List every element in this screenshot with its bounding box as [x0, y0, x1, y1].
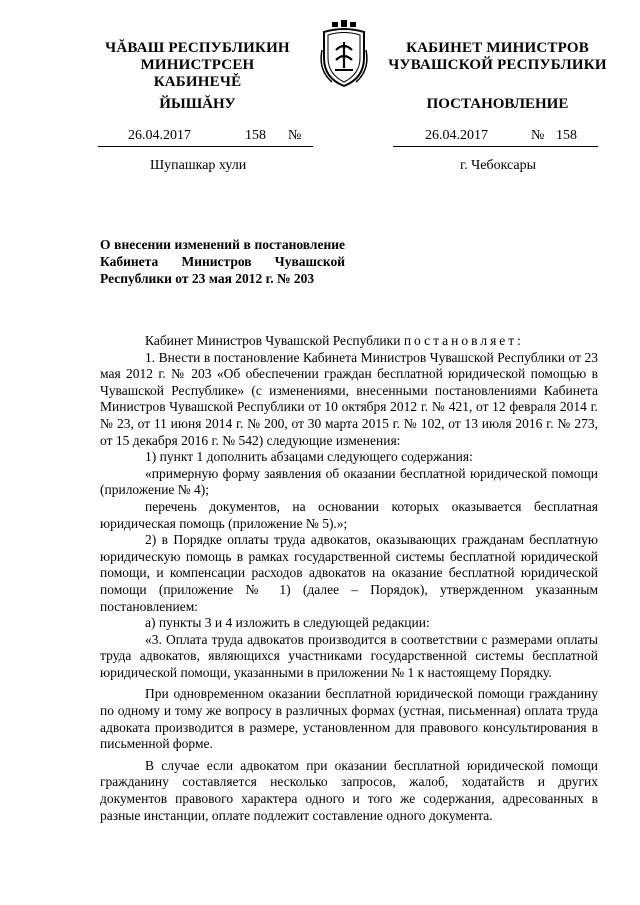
right-date-number-line	[393, 128, 598, 147]
left-number-sign: №	[288, 128, 302, 143]
right-place: г. Чебоксары	[460, 158, 537, 173]
right-org-name	[385, 40, 610, 74]
intro-verb: постановляет:	[403, 333, 524, 348]
body-paragraph-9: В случае если адвокатом при оказании бесплатной юридической помощи гражданину составляется несколько запросов, жалоб, ходатайств и других документов правового характера одного и того же содержания, адресованных в разные инстанции, оплате подлежит составление одного документа.	[100, 757, 598, 823]
left-org-line-1: ЧĂВАШ РЕСПУБЛИКИН	[105, 40, 290, 56]
body-paragraph-3: «примерную форму заявления об оказании бесплатной юридической помощи (приложение № 4);	[100, 465, 598, 498]
right-number-sign: №	[531, 128, 545, 143]
document-body	[100, 333, 598, 824]
intro-paragraph	[100, 333, 598, 350]
coat-of-arms-emblem	[318, 20, 370, 90]
body-paragraph-1: 1. Внести в постановление Кабинета Министров Чувашской Республики от 23 мая 2012 г. № 203 «Об обеспечении граждан бесплатной юридической помощью в Чувашской Республике» (с изменениями, внесенными постановлениями Кабинета Министров Чувашской Республики от 10 октября 2012 г. № 421, от 12 февраля 2014 г. № 23, от 11 июня 2014 г. № 200, от 30 марта 2015 г. № 102, от 13 июля 2016 г. № 273, от 15 декабря 2016 г. № 542) следующие изменения:	[100, 349, 598, 448]
left-number: 158	[245, 128, 266, 143]
left-place: Шупашкар хули	[150, 158, 247, 173]
left-org-line-2: МИНИСТРСЕН КАБИНЕЧĚ	[140, 57, 255, 90]
body-paragraph-2: 1) пункт 1 дополнить абзацами следующего содержания:	[145, 449, 473, 465]
right-org-line-1: КАБИНЕТ МИНИСТРОВ	[406, 40, 589, 56]
body-paragraph-7: «3. Оплата труда адвокатов производится в соответствии с размерами оплаты труда адвокатов, являющихся участниками государственной системы бесплатной юридической помощи, указанными в приложении № 1 к настоящему Порядку.	[100, 631, 598, 680]
right-number: 158	[556, 128, 577, 143]
body-paragraph-4: перечень документов, на основании которых оказывается бесплатная юридическая помощь (приложение № 5).»;	[100, 498, 598, 531]
left-org-name	[95, 40, 300, 91]
body-paragraph-5: 2) в Порядке оплаты труда адвокатов, оказывающих гражданам бесплатную юридическую помощь в рамках государственной системы бесплатной юридической помощи, и компенсации расходов адвокатов на оказание бесплатной юридической помощи (приложение № 1) (далее – Порядок), утвержденном указанным постановлением:	[100, 532, 598, 614]
left-doc-type: ЙЫШĂНУ	[159, 96, 236, 112]
intro-prefix: Кабинет Министров Чувашской Республики	[145, 333, 401, 348]
document-subject: О внесении изменений в постановление Кабинета Министров Чувашской Республики от 23 мая 2012 г. № 203	[100, 237, 345, 286]
left-date: 26.04.2017	[128, 128, 191, 143]
right-org-line-2: ЧУВАШСКОЙ РЕСПУБЛИКИ	[388, 57, 607, 73]
body-paragraph-8: При одновременном оказании бесплатной юридической помощи гражданину по одному и тому же вопросу в различных формах (устная, письменная) оплата труда адвоката производится в размере, установленном для правового консультирования в письменной форме.	[100, 686, 598, 752]
right-doc-type: ПОСТАНОВЛЕНИЕ	[426, 96, 569, 112]
right-date: 26.04.2017	[425, 128, 488, 143]
body-paragraph-6: а) пункты 3 и 4 изложить в следующей редакции:	[145, 615, 430, 631]
left-date-number-line	[98, 128, 313, 147]
emblem-crown	[332, 20, 356, 27]
